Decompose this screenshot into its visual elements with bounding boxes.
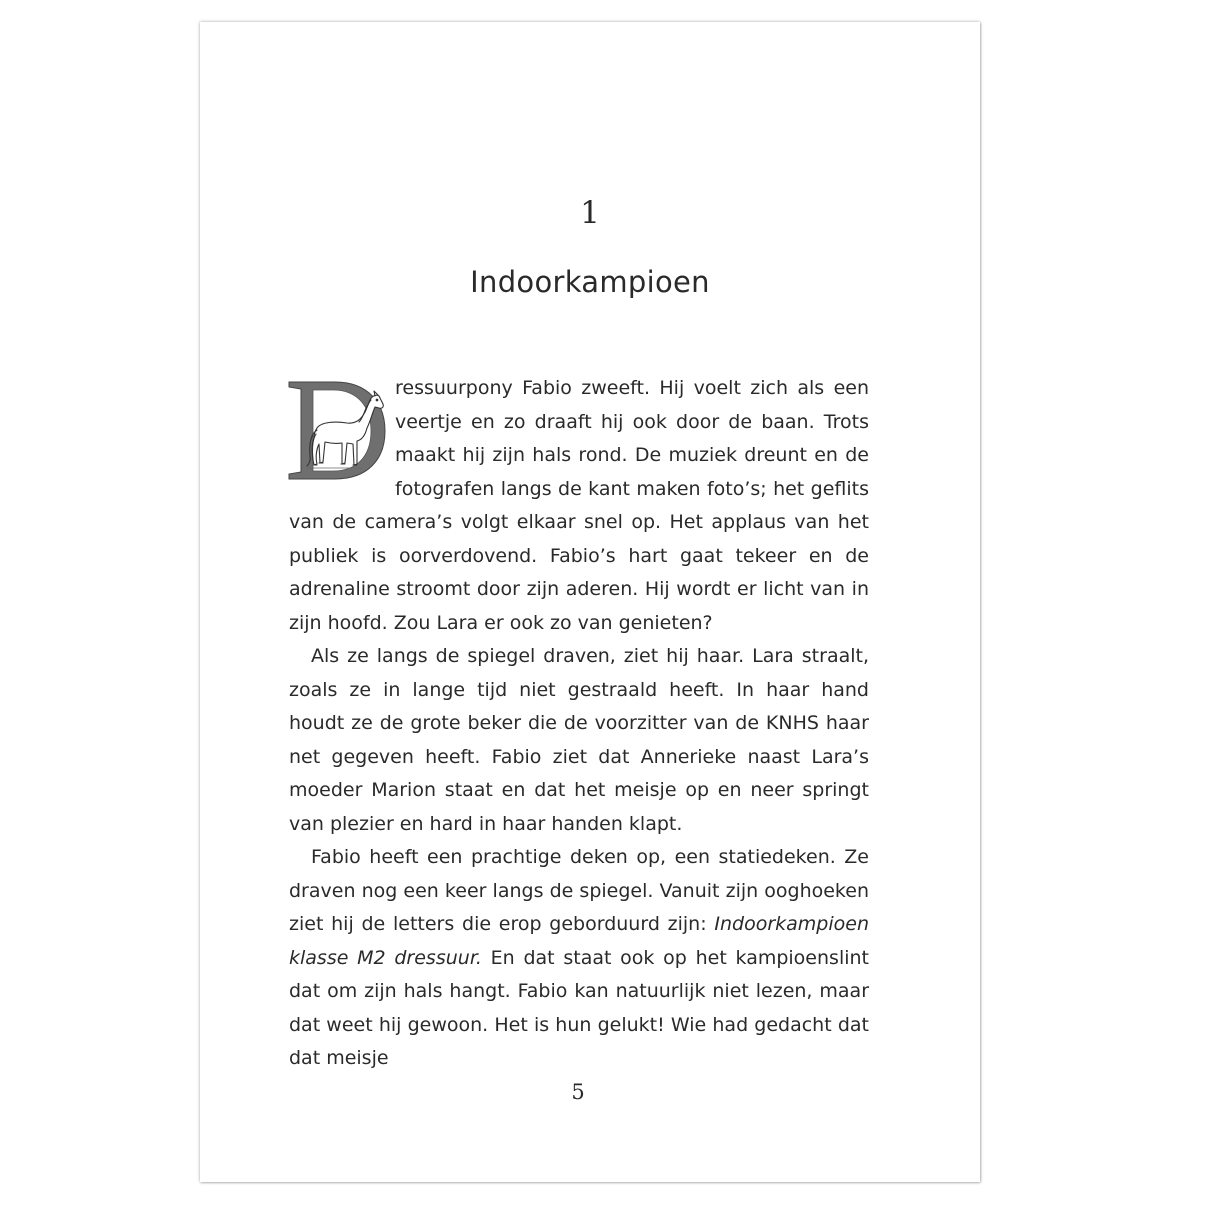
paragraph-1	[289, 372, 869, 640]
chapter-title: Indoorkampioen	[470, 265, 710, 299]
paragraph-1-text: ressuurpony Fabio zweeft. Hij voelt zich als een veertje en zo draaft hij ook door de baan. Trots maakt hij zijn hals rond. De muziek dreunt en de fotografen langs de kant maken foto’s; het geflits van de camera’s volgt elkaar snel op. Het applaus van het publiek is oorverdovend. Fabio’s hart gaat tekeer en de adrenaline stroomt door zijn aderen. Hij wordt er licht van in zijn hoofd. Zou Lara er ook zo van genieten?	[289, 377, 869, 634]
dropcap-horse-icon	[287, 376, 387, 481]
book-page	[200, 22, 980, 1182]
paragraph-3-text-a: Fabio heeft een prachtige deken op, een statiedeken. Ze draven nog een keer langs de spiegel. Vanuit zijn ooghoeken ziet hij de letters die erop geborduurd zijn:	[289, 846, 869, 935]
page-number-text: 5	[571, 1080, 585, 1104]
chapter-number: 1	[580, 195, 600, 231]
paragraph-3	[289, 841, 869, 1076]
page-number	[200, 1080, 980, 1104]
chapter-body	[289, 372, 869, 1076]
paragraph-3-text-b: En dat staat ook op het kampioenslint dat om zijn hals hangt. Fabio kan natuurlijk niet lezen, maar dat weet hij gewoon. Het is hun gelukt! Wie had gedacht dat dat meisje	[289, 946, 869, 1069]
paragraph-2: Als ze langs de spiegel draven, ziet hij haar. Lara straalt, zoals ze in lange tijd niet gestraald heeft. In haar hand houdt ze de grote beker die de voorzitter van de KNHS haar net gegeven heeft. Fabio ziet dat Annerieke naast Lara’s moeder Marion staat en dat het meisje op en neer springt van plezier en hard in haar handen klapt.	[289, 645, 869, 835]
paragraph-3-italic: Indoorkampioen klasse M2 dressuur.	[289, 913, 869, 969]
